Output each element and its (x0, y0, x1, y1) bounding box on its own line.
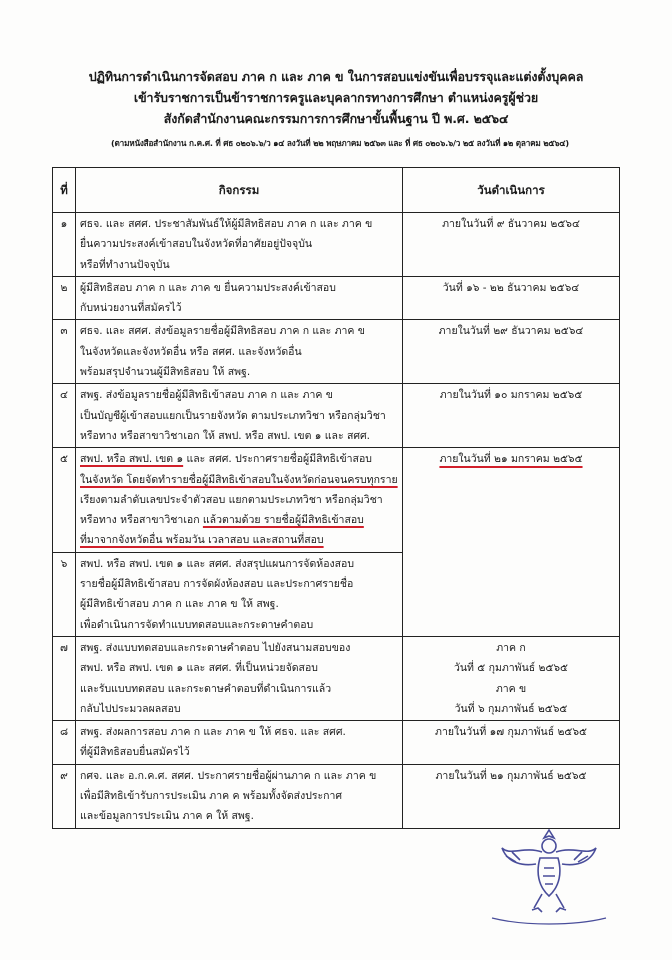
activity-line: เป็นบัญชีผู้เข้าสอบแยกเป็นรายจังหวัด ตามประเภทวิชา หรือกลุ่มวิชา (80, 409, 386, 422)
activity-line: พร้อมสรุปจำนวนผู้มีสิทธิสอบ ให้ สพฐ. (80, 366, 251, 379)
activity-line (80, 530, 398, 550)
activity-line: เพื่อมีสิทธิเข้ารับการประเมิน ภาค ค พร้อมทั้งจัดส่งประกาศ (80, 790, 343, 803)
activity-line: ศธจ. และ สศศ. ประชาสัมพันธ์ให้ผู้มีสิทธิสอบ ภาค ก และ ภาค ข (80, 218, 373, 230)
table-row (53, 276, 620, 320)
underlined-text: สพป. หรือ สพป. เขต ๑ (80, 453, 184, 466)
table-row (53, 636, 620, 720)
reference-note: (ตามหนังสือสำนักงาน ก.ค.ศ. ที่ ศธ ๐๒๐๖.๖/ว ๑๔ ลงวันที่ ๒๒ พฤษภาคม ๒๕๖๓ และ ที่ ศธ ๐๒๐๖.๖/ว ๒๕ ลงวันที่ ๑๒ ตุลาคม ๒๕๖๔) (111, 138, 569, 148)
table-row (53, 384, 620, 448)
row-number: ๕ (53, 448, 76, 552)
activity-line: กศจ. และ อ.ก.ค.ศ. สศศ. ประกาศรายชื่อผู้ผ่านภาค ก และ ภาค ข (80, 769, 377, 782)
table-header-row (53, 168, 620, 213)
row-activity (76, 552, 403, 636)
activity-line (80, 449, 398, 469)
activity-line: สพฐ. ส่งแบบทดสอบและกระดาษคำตอบ ไปยังสนามสอบของ (80, 641, 351, 654)
row-date (403, 764, 620, 828)
activity-line (80, 470, 398, 490)
row-date (403, 276, 620, 320)
header-date: วันดำเนินการ (403, 168, 620, 213)
activity-line: ผู้มีสิทธิสอบ ภาค ก และ ภาค ข ยื่นความประสงค์เข้าสอบ (80, 281, 336, 294)
table-row (53, 764, 620, 828)
activity-line: ผู้มีสิทธิเข้าสอบ ภาค ก และ ภาค ข ให้ สพฐ. (80, 598, 279, 611)
date-text: วันที่ ๖ กุมภาพันธ์ ๒๕๖๕ (454, 702, 568, 715)
table-row (53, 721, 620, 765)
row-number: ๔ (53, 384, 76, 448)
activity-line (80, 510, 398, 530)
date-text: ภายในวันที่ ๒๑ มกราคม ๒๕๖๕ (439, 453, 583, 466)
row-activity (76, 636, 403, 720)
row-number: ๑ (53, 213, 76, 277)
activity-line: เพื่อดำเนินการจัดทำแบบทดสอบและกระดาษคำตอบ (80, 618, 314, 631)
row-activity (76, 276, 403, 320)
row-number: ๗ (53, 636, 76, 720)
activity-line: สพป. หรือ สพป. เขต ๑ และ สศศ. ที่เป็นหน่วยจัดสอบ (80, 662, 318, 675)
row-date (403, 213, 620, 277)
garuda-seal-icon (484, 812, 614, 932)
activity-line: ยื่นความประสงค์เข้าสอบในจังหวัดที่อาศัยอยู่ปัจจุบัน (80, 238, 313, 251)
activity-line: กลับไปประมวลผลสอบ (80, 702, 181, 715)
row-date (403, 448, 620, 637)
activity-line: สพฐ. ส่งผลการสอบ ภาค ก และ ภาค ข ให้ ศธจ. และ สศศ. (80, 726, 346, 739)
activity-line: ศธจ. และ สศศ. ส่งข้อมูลรายชื่อผู้มีสิทธิสอบ ภาค ก และ ภาค ข (80, 325, 365, 338)
plain-text: และ สศศ. ประกาศรายชื่อผู้มีสิทธิเข้าสอบ (183, 453, 372, 466)
activity-line: รายชื่อผู้มีสิทธิเข้าสอบ การจัดผังห้องสอบ และประกาศรายชื่อ (80, 578, 354, 591)
row-number: ๓ (53, 320, 76, 384)
activity-line: หรือทาง หรือสาขาวิชาเอก ให้ สพป. หรือ สพป. เขต ๑ และ สศศ. (80, 429, 371, 442)
title-line-3: สังกัดสำนักงานคณะกรรมการการศึกษาขั้นพื้นฐาน ปี พ.ศ. ๒๕๖๔ (163, 111, 509, 126)
row-activity (76, 213, 403, 277)
table-row (53, 320, 620, 384)
date-text: วันที่ ๕ กุมภาพันธ์ ๒๕๖๕ (453, 662, 569, 675)
underlined-text: ที่มาจากจังหวัดอื่น พร้อมวัน เวลาสอบ และสถานที่สอบ (80, 534, 324, 547)
activity-line: และรับแบบทดสอบ และกระดาษคำตอบที่ดำเนินการแล้ว (80, 682, 332, 695)
plain-text: หรือทาง หรือสาขาวิชาเอก (80, 514, 203, 527)
underlined-text: ในจังหวัด โดยจัดทำรายชื่อผู้มีสิทธิเข้าสอบในจังหวัดก่อนจนครบทุกราย (80, 473, 398, 486)
row-date (403, 721, 620, 765)
activity-line: ในจังหวัดและจังหวัดอื่น หรือ สศศ. และจังหวัดอื่น (80, 345, 302, 358)
row-number: ๖ (53, 552, 76, 636)
activity-line (80, 490, 398, 510)
activity-line: ที่ผู้มีสิทธิสอบยื่นสมัครไว้ (80, 746, 190, 759)
activity-line: สพป. หรือ สพป. เขต ๑ และ สศศ. ส่งสรุปแผนการจัดห้องสอบ (80, 557, 355, 570)
row-activity (76, 384, 403, 448)
activity-line: สพฐ. ส่งข้อมูลรายชื่อผู้มีสิทธิเข้าสอบ ภาค ก และ ภาค ข (80, 389, 333, 402)
date-text: ภายในวันที่ ๒๑ กุมภาพันธ์ ๒๕๖๕ (435, 769, 587, 782)
row-date (403, 384, 620, 448)
row-activity (76, 721, 403, 765)
row-date (403, 636, 620, 720)
date-text: ภาค ข (495, 682, 527, 695)
header-no: ที่ (53, 168, 76, 213)
schedule-table (52, 167, 620, 829)
row-number: ๙ (53, 764, 76, 828)
row-activity (76, 320, 403, 384)
date-text: ภายในวันที่ ๑๗ กุมภาพันธ์ ๒๕๖๕ (435, 726, 587, 739)
date-text: ภายในวันที่ ๙ ธันวาคม ๒๕๖๔ (442, 218, 580, 230)
document-title (30, 66, 642, 129)
row-activity (76, 448, 403, 552)
date-text: ภายในวันที่ ๒๙ ธันวาคม ๒๕๖๔ (438, 325, 584, 338)
title-line-2: เข้ารับราชการเป็นข้าราชการครูและบุคลากรทางการศึกษา ตำแหน่งครูผู้ช่วย (133, 90, 539, 105)
row-activity (76, 764, 403, 828)
date-text: วันที่ ๑๖ - ๒๒ ธันวาคม ๒๕๖๔ (442, 281, 580, 294)
table-row (53, 448, 620, 552)
date-text: ภายในวันที่ ๑๐ มกราคม ๒๕๖๕ (439, 389, 583, 402)
row-number: ๒ (53, 276, 76, 320)
table-row (53, 213, 620, 277)
date-text: ภาค ก (496, 641, 526, 654)
underlined-text: แล้วตามด้วย รายชื่อผู้มีสิทธิเข้าสอบ (202, 514, 364, 527)
row-number: ๘ (53, 721, 76, 765)
plain-text: เรียงตามลำดับเลขประจำตัวสอบ แยกตามประเภทวิชา หรือกลุ่มวิชา (80, 493, 383, 506)
row-date (403, 320, 620, 384)
activity-line: หรือที่ทำงานปัจจุบัน (80, 258, 170, 271)
activity-line: กับหน่วยงานที่สมัครไว้ (80, 302, 182, 315)
header-activity: กิจกรรม (76, 168, 403, 213)
title-line-1: ปฏิทินการดำเนินการจัดสอบ ภาค ก และ ภาค ข ในการสอบแข่งขันเพื่อบรรจุและแต่งตั้งบุคคล (88, 69, 584, 84)
activity-line: และข้อมูลการประเมิน ภาค ค ให้ สพฐ. (80, 810, 254, 823)
